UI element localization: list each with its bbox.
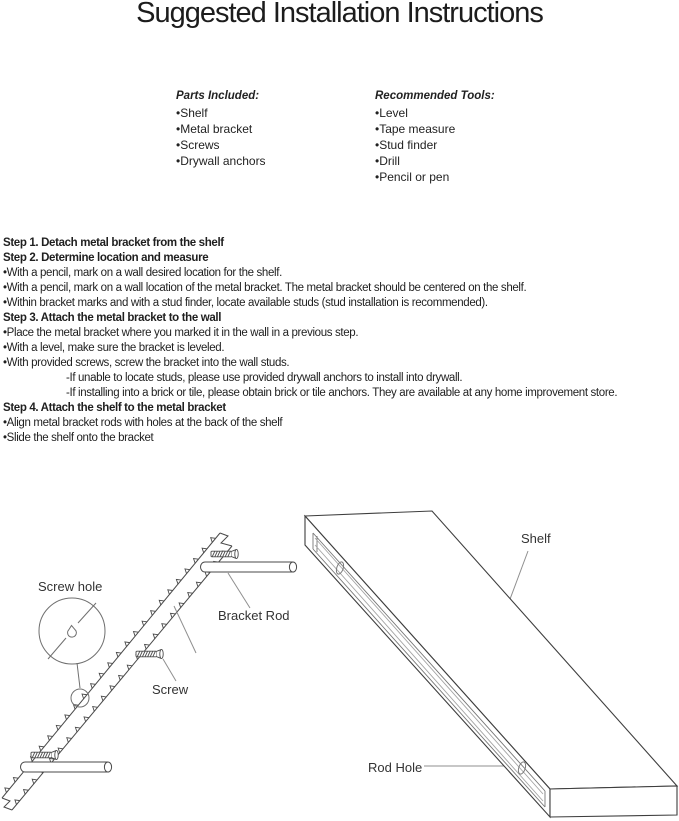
step-bullet: •Within bracket marks and with a stud finder, locate available studs (stud installation is recommended). [3, 297, 488, 309]
step-bullet: •With a pencil, mark on a wall location of the metal bracket. The metal bracket should be centered on the shelf. [3, 282, 527, 294]
parts-item: •Shelf [176, 106, 208, 120]
magnifier-bracket-line-b [78, 603, 96, 623]
bracket-rod-leader-line [228, 573, 250, 608]
parts-included-heading: Parts Included: [176, 90, 260, 102]
screw [211, 549, 238, 558]
magnifier-circle [39, 598, 105, 664]
bracket-rod [21, 762, 114, 772]
step-heading: Step 2. Determine location and measure [3, 252, 209, 264]
step-bullet: •Place the metal bracket where you marked it in the wall in a previous step. [3, 327, 359, 339]
tools-item: •Stud finder [375, 138, 438, 152]
step-heading: Step 1. Detach metal bracket from the shelf [3, 237, 224, 249]
screw-hole-marker-circle [71, 689, 89, 707]
magnifier-bracket-line-a [48, 638, 66, 659]
parts-item: •Drywall anchors [176, 154, 266, 168]
screw-hole-shape [68, 626, 77, 638]
screw [136, 649, 163, 658]
tools-item: •Tape measure [375, 122, 456, 136]
shelf-label: Shelf [521, 531, 551, 546]
step-heading: Step 4. Attach the shelf to the metal bracket [3, 402, 226, 414]
screw-hole-label: Screw hole [38, 579, 103, 594]
step-subnote: -If unable to locate studs, please use provided drywall anchors to install into drywall. [66, 372, 463, 384]
screw-hole-magnifier [39, 598, 105, 707]
bracket-bottom-break [2, 798, 12, 810]
bracket-leader-line [174, 606, 196, 653]
step-bullet: •Align metal bracket rods with holes at the back of the shelf [3, 417, 283, 429]
screw-label: Screw [152, 682, 189, 697]
shelf-drawing [305, 511, 677, 817]
step-bullet: •With a pencil, mark on a wall desired location for the shelf. [3, 267, 282, 279]
screw [31, 750, 58, 759]
tools-item: •Drill [375, 154, 400, 168]
magnifier-pointer-line [77, 663, 80, 688]
recommended-tools-heading: Recommended Tools: [375, 90, 495, 102]
step-bullet: •With a level, make sure the bracket is leveled. [3, 342, 225, 354]
bracket-rod [201, 562, 299, 572]
shelf-end-face [550, 786, 677, 817]
page-title: Suggested Installation Instructions [136, 0, 543, 29]
rod-hole-label: Rod Hole [368, 760, 423, 775]
parts-item: •Screws [176, 138, 220, 152]
step-bullet: •With provided screws, screw the bracket into the wall studs. [3, 357, 290, 369]
step-bullet: •Slide the shelf onto the bracket [3, 432, 154, 444]
step-subnote: -If installing into a brick or tile, please obtain brick or tile anchors. They are available at any home improvement store. [66, 387, 618, 399]
step-heading: Step 3. Attach the metal bracket to the wall [3, 312, 222, 324]
parts-item: •Metal bracket [176, 122, 253, 136]
bracket-tip-break [220, 533, 232, 546]
tools-item: •Pencil or pen [375, 170, 450, 184]
tools-item: •Level [375, 106, 408, 120]
screw-leader-line [163, 659, 176, 681]
bracket-rod-label: Bracket Rod [218, 608, 290, 623]
